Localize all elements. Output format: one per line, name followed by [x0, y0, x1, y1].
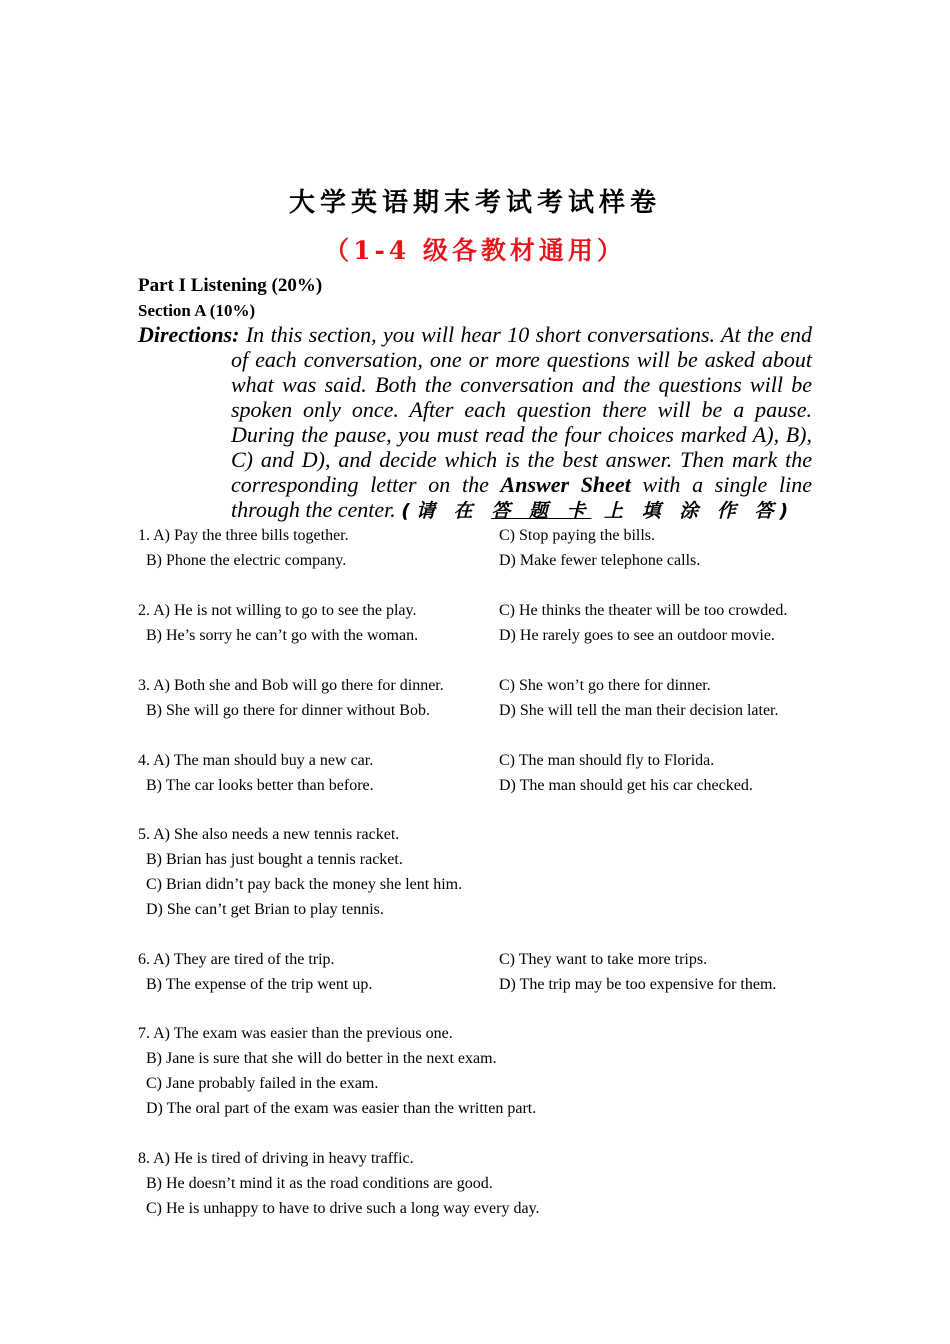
chinese-note-part: (请 在 — [401, 500, 492, 522]
question-2 — [138, 598, 838, 648]
option-b: B) Phone the electric company. — [146, 552, 347, 569]
option-d: D) The oral part of the exam was easier than the written part. — [146, 1100, 537, 1117]
directions-line — [138, 322, 812, 347]
option-a: 8. A) He is tired of driving in heavy traffic. — [138, 1150, 414, 1167]
option-a: 5. A) She also needs a new tennis racket. — [138, 826, 400, 843]
directions-label: Directions: — [138, 322, 240, 347]
exam-title: 大学英语期末考试考试样卷 — [288, 188, 661, 218]
option-b: B) She will go there for dinner without Bob. — [146, 702, 430, 719]
question-4 — [138, 748, 838, 798]
option-c: C) The man should fly to Florida. — [499, 752, 715, 769]
question-8 — [138, 1146, 838, 1221]
chinese-note-part: 上 填 涂 作 答) — [591, 500, 795, 522]
question-5 — [138, 822, 838, 922]
option-b: B) Brian has just bought a tennis racket. — [146, 851, 403, 868]
option-a: 2. A) He is not willing to go to see the play. — [138, 602, 417, 619]
option-b: B) He doesn’t mind it as the road conditions are good. — [146, 1175, 493, 1192]
option-d: D) She will tell the man their decision later. — [499, 702, 779, 719]
option-b: B) The expense of the trip went up. — [146, 976, 373, 993]
question-3 — [138, 673, 838, 723]
option-c: C) He thinks the theater will be too crowded. — [499, 602, 788, 619]
directions-text: with a single line — [630, 472, 812, 497]
directions-line: of each conversation, one or more questions will be asked about — [231, 347, 812, 372]
option-a: 3. A) Both she and Bob will go there for dinner. — [138, 677, 444, 694]
option-d: D) He rarely goes to see an outdoor movie. — [499, 627, 775, 644]
directions-text: In this section, you will hear 10 short conversations. At the end — [239, 322, 812, 347]
exam-subtitle: （1-4 级各教材通用） — [324, 236, 626, 265]
option-b: B) He’s sorry he can’t go with the woman. — [146, 627, 419, 644]
directions-line: During the pause, you must read the four choices marked A), B), — [231, 422, 812, 447]
directions-line: what was said. Both the conversation and the questions will be — [231, 372, 812, 397]
option-d: D) Make fewer telephone calls. — [499, 552, 701, 569]
directions-line: C) and D), and decide which is the best answer. Then mark the — [231, 447, 812, 472]
chinese-note — [401, 500, 794, 522]
directions-paragraph — [138, 322, 812, 524]
question-6 — [138, 947, 838, 997]
option-c: C) She won’t go there for dinner. — [499, 677, 711, 694]
answer-sheet-emphasis: Answer Sheet — [500, 472, 631, 497]
directions-line — [138, 497, 812, 524]
option-a: 4. A) The man should buy a new car. — [138, 752, 374, 769]
option-b: B) Jane is sure that she will do better in the next exam. — [146, 1050, 497, 1067]
option-d: D) The man should get his car checked. — [499, 777, 753, 794]
option-a: 1. A) Pay the three bills together. — [138, 527, 349, 544]
option-c: C) Brian didn’t pay back the money she lent him. — [146, 876, 463, 893]
option-c: C) Jane probably failed in the exam. — [146, 1075, 379, 1092]
option-c: C) They want to take more trips. — [499, 951, 708, 968]
section-heading: Section A (10%) — [138, 301, 256, 320]
directions-line: spoken only once. After each question there will be a pause. — [231, 397, 812, 422]
option-c: C) Stop paying the bills. — [499, 527, 655, 544]
part-heading: Part I Listening (20%) — [138, 275, 323, 296]
directions-line — [138, 472, 812, 497]
option-a: 6. A) They are tired of the trip. — [138, 951, 335, 968]
directions-text: through the center. — [231, 497, 402, 522]
option-b: B) The car looks better than before. — [146, 777, 374, 794]
option-d: D) The trip may be too expensive for them. — [499, 976, 777, 993]
directions-text: corresponding letter on the — [231, 472, 501, 497]
option-d: D) She can’t get Brian to play tennis. — [146, 901, 384, 918]
option-a: 7. A) The exam was easier than the previous one. — [138, 1025, 453, 1042]
question-7 — [138, 1021, 838, 1121]
option-c: C) He is unhappy to have to drive such a long way every day. — [146, 1200, 540, 1217]
chinese-note-underlined: 答 题 卡 — [491, 500, 592, 522]
question-1 — [138, 523, 838, 573]
